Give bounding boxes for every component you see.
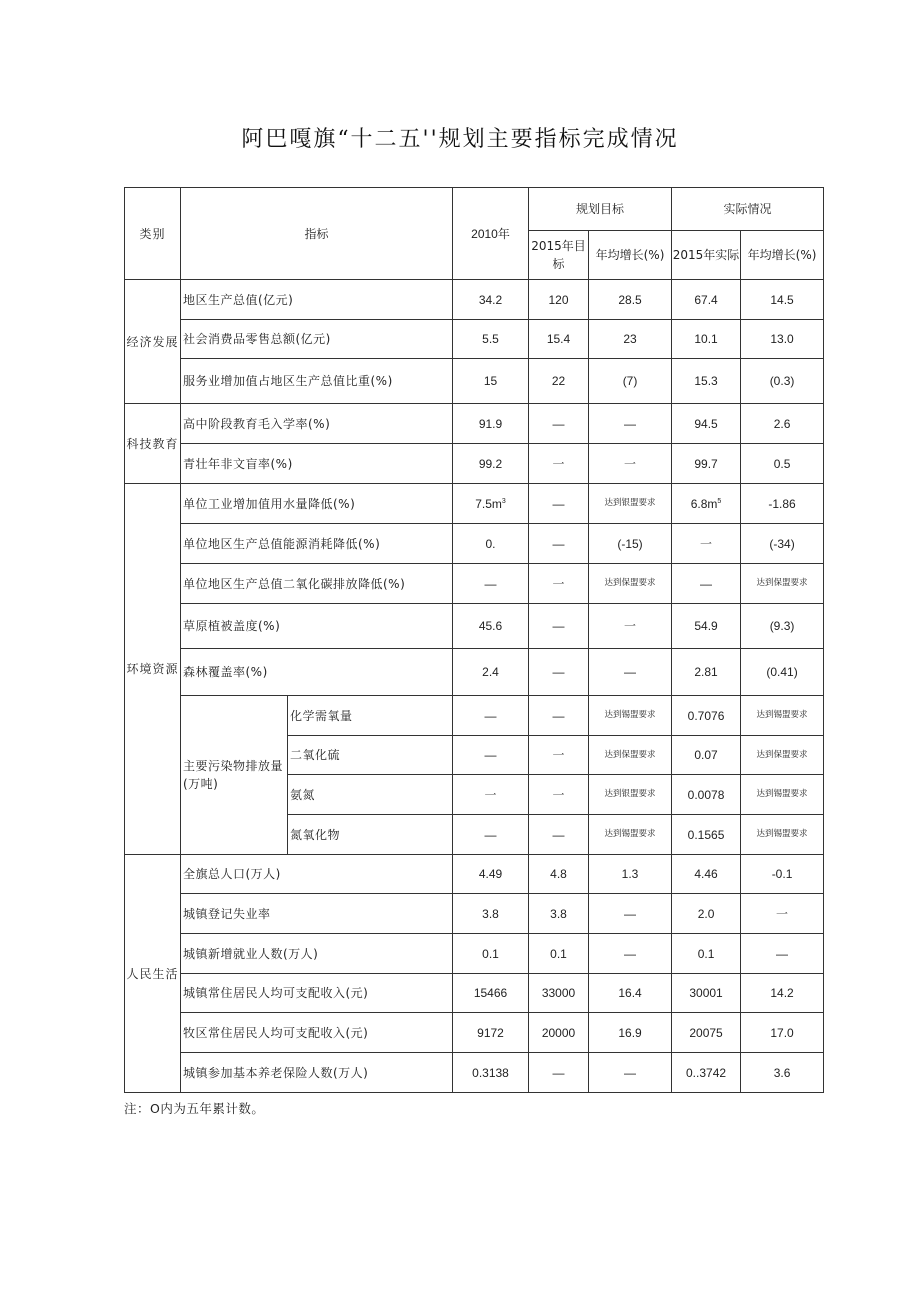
value-actual-growth: -1.86 — [741, 484, 824, 524]
header-annual-growth: 年均增长(%) — [589, 231, 672, 280]
value-2010: 15466 — [453, 974, 529, 1013]
value-2010: — — [453, 736, 529, 775]
indicator-table — [124, 187, 824, 1093]
indicator-cell: 单位地区生产总值能源消耗降低(%) — [181, 524, 453, 564]
indicator-cell: 氮氧化物 — [288, 815, 453, 855]
value-target-growth: 23 — [589, 320, 672, 359]
value-target: 33000 — [529, 974, 589, 1013]
table-row — [125, 320, 824, 359]
value-actual: 0.1565 — [672, 815, 741, 855]
table-row — [125, 974, 824, 1013]
value-actual: 54.9 — [672, 604, 741, 649]
value-target-growth: 达到锡盟要求 — [589, 815, 672, 855]
value-actual: 0.1 — [672, 934, 741, 974]
value-target-growth: — — [589, 1053, 672, 1093]
value-actual-growth: 一 — [741, 894, 824, 934]
value-actual-growth: 达到锡盟要求 — [741, 775, 824, 815]
indicator-cell: 社会消费品零售总额(亿元) — [181, 320, 453, 359]
value-2010: — — [453, 696, 529, 736]
value-target-growth: — — [589, 649, 672, 696]
value-target: 4.8 — [529, 855, 589, 894]
value-2010: 9172 — [453, 1013, 529, 1053]
indicator-cell: 二氧化硫 — [288, 736, 453, 775]
value-target: 一 — [529, 736, 589, 775]
indicator-cell: 草原植被盖度(%) — [181, 604, 453, 649]
value-actual: 15.3 — [672, 359, 741, 404]
value-actual: — — [672, 564, 741, 604]
value-target-growth: 一 — [589, 444, 672, 484]
value-2010: 34.2 — [453, 280, 529, 320]
value-target-growth: 达到保盟要求 — [589, 736, 672, 775]
value-actual-growth: 达到锡盟要求 — [741, 696, 824, 736]
value-2010: 一 — [453, 775, 529, 815]
table-row — [125, 855, 824, 894]
table-row — [125, 1013, 824, 1053]
value-2010 — [453, 484, 529, 524]
value-actual-growth: 3.6 — [741, 1053, 824, 1093]
indicator-cell: 单位工业增加值用水量降低(%) — [181, 484, 453, 524]
table-row — [125, 484, 824, 524]
value-target: 一 — [529, 775, 589, 815]
category-economy: 经济发展 — [125, 280, 181, 404]
value-2010: 0. — [453, 524, 529, 564]
indicator-cell: 牧区常住居民人均可支配收入(元) — [181, 1013, 453, 1053]
value-actual-sup: 5 — [717, 497, 722, 505]
table-row — [125, 934, 824, 974]
indicator-cell: 城镇登记失业率 — [181, 894, 453, 934]
value-target-growth: (-15) — [589, 524, 672, 564]
table-row — [125, 649, 824, 696]
value-target-growth: — — [589, 894, 672, 934]
value-actual: 10.1 — [672, 320, 741, 359]
indicator-cell: 城镇新增就业人数(万人) — [181, 934, 453, 974]
value-2010-text: 7.5m — [475, 496, 502, 511]
value-target: 15.4 — [529, 320, 589, 359]
value-actual: 0.0078 — [672, 775, 741, 815]
indicator-cell: 全旗总人口(万人) — [181, 855, 453, 894]
page-title: 阿巴嘎旗“十二五''规划主要指标完成情况 — [241, 127, 679, 152]
value-target-growth: — — [589, 404, 672, 444]
value-2010: 99.2 — [453, 444, 529, 484]
header-target-2015: 2015年目标 — [529, 231, 589, 280]
value-actual: 99.7 — [672, 444, 741, 484]
value-2010: 2.4 — [453, 649, 529, 696]
category-environment: 环境资源 — [125, 484, 181, 855]
value-actual-growth: 17.0 — [741, 1013, 824, 1053]
value-target: — — [529, 484, 589, 524]
value-2010-sup: 3 — [501, 497, 506, 505]
indicator-cell: 服务业增加值占地区生产总值比重(%) — [181, 359, 453, 404]
value-2010: 91.9 — [453, 404, 529, 444]
value-target-growth: (7) — [589, 359, 672, 404]
value-2010: 5.5 — [453, 320, 529, 359]
pollutant-group-label: 主要污染物排放量(万吨) — [181, 696, 288, 855]
value-target: — — [529, 524, 589, 564]
value-2010: 45.6 — [453, 604, 529, 649]
value-target-growth: 一 — [589, 604, 672, 649]
value-actual-growth: — — [741, 934, 824, 974]
value-target: 120 — [529, 280, 589, 320]
value-actual: 30001 — [672, 974, 741, 1013]
value-target-growth: 28.5 — [589, 280, 672, 320]
header-row-1 — [125, 188, 824, 231]
header-actual-2015: 2015年实际 — [672, 231, 741, 280]
footnote: 注：O内为五年累计数。 — [124, 1101, 265, 1116]
table-row — [125, 604, 824, 649]
table-row — [125, 894, 824, 934]
value-target-growth: 16.4 — [589, 974, 672, 1013]
header-indicator: 指标 — [181, 188, 453, 280]
value-actual-text: 6.8m — [690, 496, 718, 511]
table-row — [125, 696, 824, 736]
value-target: — — [529, 1053, 589, 1093]
value-2010: 0.3138 — [453, 1053, 529, 1093]
table-row — [125, 564, 824, 604]
value-target-growth: 达到锡盟要求 — [589, 696, 672, 736]
table-row — [125, 359, 824, 404]
category-education: 科技教育 — [125, 404, 181, 484]
value-target: — — [529, 649, 589, 696]
header-2010: 2010年 — [453, 188, 529, 280]
value-actual: 67.4 — [672, 280, 741, 320]
table-row — [125, 1053, 824, 1093]
indicator-cell: 城镇参加基本养老保险人数(万人) — [181, 1053, 453, 1093]
value-2010: 3.8 — [453, 894, 529, 934]
table-row — [125, 524, 824, 564]
value-actual-growth: 达到保盟要求 — [741, 736, 824, 775]
value-actual: 20075 — [672, 1013, 741, 1053]
value-target-growth: — — [589, 934, 672, 974]
value-target-growth: 达到银盟要求 — [589, 775, 672, 815]
value-target: — — [529, 815, 589, 855]
header-actual: 实际情况 — [672, 188, 824, 231]
value-target: 一 — [529, 564, 589, 604]
value-target: — — [529, 696, 589, 736]
value-target: 22 — [529, 359, 589, 404]
indicator-cell: 城镇常住居民人均可支配收入(元) — [181, 974, 453, 1013]
value-target: — — [529, 604, 589, 649]
value-actual-growth: 达到保盟要求 — [741, 564, 824, 604]
indicator-cell: 化学需氧量 — [288, 696, 453, 736]
value-actual-growth: -0.1 — [741, 855, 824, 894]
value-actual — [672, 484, 741, 524]
value-actual-growth: (0.3) — [741, 359, 824, 404]
value-actual: 0.07 — [672, 736, 741, 775]
value-target: 一 — [529, 444, 589, 484]
indicator-cell: 高中阶段教育毛入学率(%) — [181, 404, 453, 444]
category-livelihood: 人民生活 — [125, 855, 181, 1093]
value-actual-growth: 0.5 — [741, 444, 824, 484]
value-2010: 0.1 — [453, 934, 529, 974]
value-actual: 4.46 — [672, 855, 741, 894]
value-target-growth: 达到保盟要求 — [589, 564, 672, 604]
value-2010: — — [453, 815, 529, 855]
value-actual: 0..3742 — [672, 1053, 741, 1093]
value-actual-growth: 达到锡盟要求 — [741, 815, 824, 855]
value-actual-growth: (9.3) — [741, 604, 824, 649]
table-row — [125, 444, 824, 484]
indicator-cell: 森林覆盖率(%) — [181, 649, 453, 696]
header-category: 类别 — [125, 188, 181, 280]
value-actual-growth: 14.5 — [741, 280, 824, 320]
value-actual: 94.5 — [672, 404, 741, 444]
value-actual-growth: 14.2 — [741, 974, 824, 1013]
header-plan-target: 规划目标 — [529, 188, 672, 231]
indicator-cell: 青壮年非文盲率(%) — [181, 444, 453, 484]
value-2010: 4.49 — [453, 855, 529, 894]
value-actual: 2.0 — [672, 894, 741, 934]
indicator-cell: 单位地区生产总值二氧化碳排放降低(%) — [181, 564, 453, 604]
value-actual: 0.7076 — [672, 696, 741, 736]
value-target-growth: 达到银盟要求 — [589, 484, 672, 524]
value-actual-growth: (-34) — [741, 524, 824, 564]
value-actual: 一 — [672, 524, 741, 564]
value-actual-growth: (0.41) — [741, 649, 824, 696]
value-actual: 2.81 — [672, 649, 741, 696]
value-target-growth: 16.9 — [589, 1013, 672, 1053]
table-row — [125, 404, 824, 444]
value-actual-growth: 2.6 — [741, 404, 824, 444]
indicator-cell: 氨氮 — [288, 775, 453, 815]
value-target: — — [529, 404, 589, 444]
table-row — [125, 280, 824, 320]
indicator-cell: 地区生产总值(亿元) — [181, 280, 453, 320]
value-2010: 15 — [453, 359, 529, 404]
value-actual-growth: 13.0 — [741, 320, 824, 359]
value-target: 20000 — [529, 1013, 589, 1053]
value-target: 0.1 — [529, 934, 589, 974]
value-2010: — — [453, 564, 529, 604]
header-annual-growth-actual: 年均增长(%) — [741, 231, 824, 280]
value-target-growth: 1.3 — [589, 855, 672, 894]
value-target: 3.8 — [529, 894, 589, 934]
